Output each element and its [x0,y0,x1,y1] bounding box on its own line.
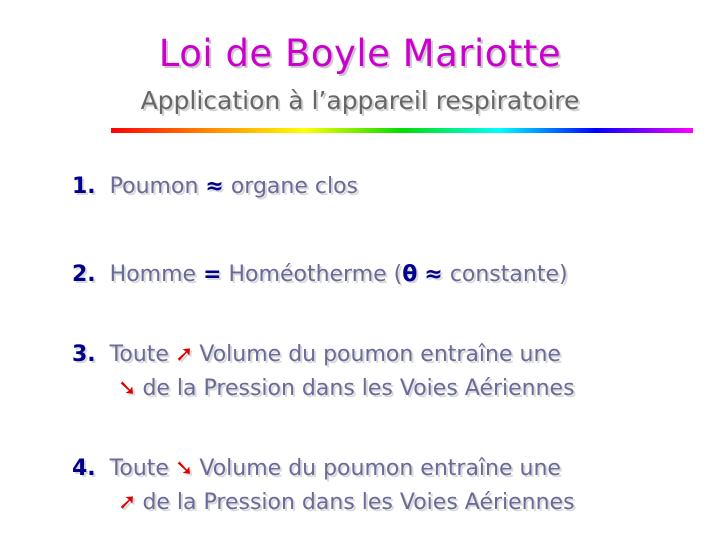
item-text: constante) [449,262,568,287]
item-text: de la Pression dans les Voies Aériennes [142,490,575,515]
item-number: 2. [72,262,96,287]
equals-symbol: = [203,262,222,287]
item-text: Poumon [109,174,199,199]
item-text: Volume du poumon entraîne une [199,456,561,481]
item-number: 1. [72,174,96,199]
list-item-3 [72,342,561,367]
list-item-4-line2 [118,490,575,515]
theta-symbol: θ [402,262,418,287]
item-number: 4. [72,456,96,481]
item-text: de la Pression dans les Voies Aériennes [142,376,575,401]
item-number: 3. [72,342,96,367]
arrow-up-right-icon: ➚ [118,490,137,515]
item-text: Homéotherme ( [228,262,403,287]
list-item-2 [72,262,568,287]
arrow-down-right-icon: ➘ [174,456,194,481]
approx-symbol: ≈ [205,174,224,199]
list-item-4 [72,456,561,481]
item-text: Toute [109,342,169,367]
item-text: Volume du poumon entraîne une [199,342,561,367]
arrow-up-right-icon: ➚ [174,342,194,367]
list-item-1 [72,174,358,199]
item-text: organe clos [230,174,359,199]
list-item-3-line2 [118,376,575,401]
arrow-down-right-icon: ➘ [118,376,137,401]
item-text: Homme [109,262,197,287]
slide-title: Loi de Boyle Mariotte [158,32,562,75]
approx-symbol: ≈ [424,262,443,287]
item-text: Toute [109,456,169,481]
rainbow-divider [111,128,693,133]
slide-subtitle: Application à l’appareil respiratoire [140,86,580,115]
